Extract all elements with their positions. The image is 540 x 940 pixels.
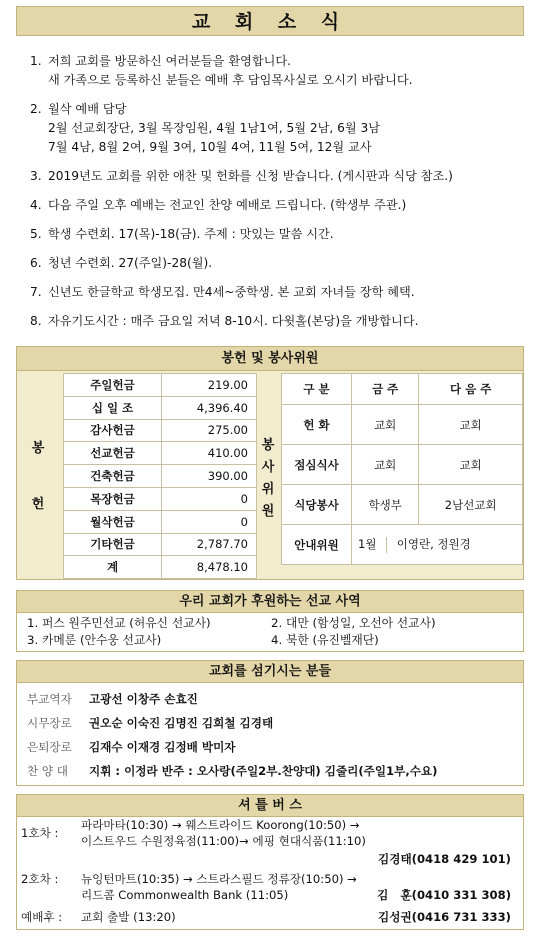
col-this-week: 금 주 (352, 374, 419, 405)
duty-next: 교회 (419, 445, 523, 485)
servant-role: 시무장로 (27, 716, 72, 730)
servant-role: 부교역자 (27, 692, 72, 706)
offering-row (64, 396, 257, 419)
announcement-number: 1. (30, 54, 42, 68)
offering-amount: 219.00 (162, 374, 257, 397)
bus1-contact: 김경태(0418 429 101) (378, 852, 511, 866)
offering-row (64, 556, 257, 579)
bus-panel (16, 794, 524, 930)
mission-item: 1. 퍼스 원주민선교 (허유신 선교사) (27, 616, 211, 630)
col-next-week: 다 음 주 (419, 374, 523, 405)
offering-amount: 390.00 (162, 465, 257, 488)
duty-name: 헌 화 (282, 405, 352, 445)
servant-names: 지휘 : 이정라 반주 : 오사랑(주일2부.찬양대) 김줄리(주일1부,수요) (89, 764, 438, 778)
announcement-item (30, 196, 530, 215)
announcement-text: 학생 수련회. 17(목)-18(금). 주제 : 맛있는 말씀 시간. (48, 227, 334, 241)
announcement-number: 8. (30, 314, 42, 328)
offering-row (64, 419, 257, 442)
volunteer-label (257, 435, 279, 523)
offering-category: 기타헌금 (64, 533, 162, 556)
offering-label-1: 봉 (31, 441, 45, 456)
announcement-item (30, 254, 530, 273)
mission-item: 3. 카메룬 (안수웅 선교사) (27, 633, 162, 647)
after-text: 교회 출발 (13:20) (81, 910, 176, 924)
bus-header: 셔 틀 버 스 (17, 795, 523, 817)
announcement-text: 신년도 한글학교 학생모집. 만4세~중학생. 본 교회 자녀들 장학 혜택. (48, 285, 415, 299)
mission-item: 2. 대만 (함성일, 오선아 선교사) (271, 616, 436, 630)
servant-names: 김재수 이재경 김정배 박미자 (89, 740, 236, 754)
announcement-list (30, 52, 530, 341)
announcement-item (30, 225, 530, 244)
announcement-number: 5. (30, 227, 42, 241)
bus2-route-1: 뉴잉턴마트(10:35) → 스트라스필드 정류장(10:50) → (81, 872, 357, 886)
offering-row (64, 465, 257, 488)
announcement-number: 2. (30, 102, 42, 116)
announcement-item (30, 312, 530, 331)
offering-table (63, 373, 257, 579)
offering-amount: 8,478.10 (162, 556, 257, 579)
duty-name: 점심식사 (282, 445, 352, 485)
volunteer-label-char: 봉 (261, 438, 275, 453)
offering-category: 계 (64, 556, 162, 579)
mission-header: 우리 교회가 후원하는 선교 사역 (17, 591, 523, 613)
announcement-item (30, 167, 530, 186)
volunteer-table (281, 373, 523, 565)
offering-row (64, 374, 257, 397)
offering-amount: 2,787.70 (162, 533, 257, 556)
servant-names: 권오순 이숙진 김명진 김희철 김경태 (89, 716, 274, 730)
bus1-route-2: 이스트우드 수원정육점(11:00)→ 에핑 현대식품(11:10) (81, 834, 366, 848)
announcement-number: 7. (30, 285, 42, 299)
offering-label-2: 헌 (31, 497, 45, 512)
offering-amount: 4,396.40 (162, 396, 257, 419)
offering-category: 감사헌금 (64, 419, 162, 442)
bus1-route-1: 파라마타(10:30) → 웨스트라이드 Koorong(10:50) → (81, 818, 360, 832)
mission-panel (16, 590, 524, 652)
servant-names: 고광선 이창주 손효진 (89, 692, 198, 706)
announcement-item (30, 100, 530, 157)
announcement-text: 다음 주일 오후 예배는 전교인 찬양 예배로 드립니다. (학생부 주관.) (48, 198, 407, 212)
announcement-text: 월삭 예배 담당 2월 선교회장단, 3월 목장임원, 4월 1남1여, 5월 2남, 6월 3남 7월 4남, 8월 2여, 9월 3여, 10월 4여, 11월 5여, 12월 교사 (48, 102, 381, 154)
offering-category: 월삭헌금 (64, 510, 162, 533)
bus2-contact: 김 훈(0410 331 308) (377, 888, 511, 902)
announcement-text: 저희 교회를 방문하신 여러분들을 환영합니다. 새 가족으로 등록하신 분들은 예배 후 담임목사실로 오시기 바랍니다. (48, 54, 413, 87)
mission-item: 4. 북한 (유진벨재단) (271, 633, 379, 647)
announcement-item (30, 52, 530, 90)
announcement-number: 3. (30, 169, 42, 183)
offering-category: 십 일 조 (64, 396, 162, 419)
announcement-number: 6. (30, 256, 42, 270)
offering-panel (16, 346, 524, 580)
servant-row (17, 711, 523, 735)
offering-category: 주일헌금 (64, 374, 162, 397)
page-title: 교 회 소 식 (16, 6, 524, 36)
servant-row (17, 687, 523, 711)
servant-role: 은퇴장로 (27, 740, 72, 754)
servants-panel (16, 660, 524, 786)
offering-amount: 0 (162, 487, 257, 510)
volunteer-label-char: 위 (261, 482, 275, 497)
announcement-text: 청년 수련회. 27(주일)-28(월). (48, 256, 213, 270)
col-category: 구 분 (282, 374, 352, 405)
after-label: 예배후 : (21, 910, 63, 924)
duty-next: 교회 (419, 405, 523, 445)
duty-this: 교회 (352, 405, 419, 445)
servant-row (17, 759, 523, 783)
bus2-label: 2호차 : (21, 872, 59, 886)
duty-this: 교회 (352, 445, 419, 485)
offering-header: 봉헌 및 봉사위원 (17, 347, 523, 371)
servant-role: 찬 양 대 (27, 764, 68, 778)
after-contact: 김성권(0416 731 333) (378, 910, 511, 924)
ushers-label: 안내위원 (282, 525, 352, 565)
offering-category: 목장헌금 (64, 487, 162, 510)
offering-amount: 275.00 (162, 419, 257, 442)
duty-name: 식당봉사 (282, 485, 352, 525)
ushers-month: 1월 (358, 537, 377, 552)
offering-amount: 0 (162, 510, 257, 533)
servant-row (17, 735, 523, 759)
announcement-text: 2019년도 교회를 위한 애찬 및 헌화를 신청 받습니다. (게시판과 식당 참조.) (48, 169, 453, 183)
offering-amount: 410.00 (162, 442, 257, 465)
offering-row (64, 442, 257, 465)
offering-category: 선교헌금 (64, 442, 162, 465)
announcement-number: 4. (30, 198, 42, 212)
offering-row (64, 487, 257, 510)
servants-header: 교회를 섬기시는 분들 (17, 661, 523, 683)
announcement-text: 자유기도시간 : 매주 금요일 저녁 8-10시. 다윗홀(본당)을 개방합니다. (48, 314, 419, 328)
bus2-route-2: 리드콤 Commonwealth Bank (11:05) (81, 888, 289, 902)
ushers-value (352, 525, 523, 565)
offering-category: 건축헌금 (64, 465, 162, 488)
volunteer-label-char: 원 (261, 504, 275, 519)
offering-row (64, 533, 257, 556)
duty-this: 학생부 (352, 485, 419, 525)
ushers-names: 이영란, 정원경 (396, 537, 471, 552)
volunteer-label-char: 사 (261, 460, 275, 475)
announcement-item (30, 283, 530, 302)
offering-row (64, 510, 257, 533)
duty-next: 2남선교회 (419, 485, 523, 525)
bus1-label: 1호차 : (21, 826, 59, 840)
